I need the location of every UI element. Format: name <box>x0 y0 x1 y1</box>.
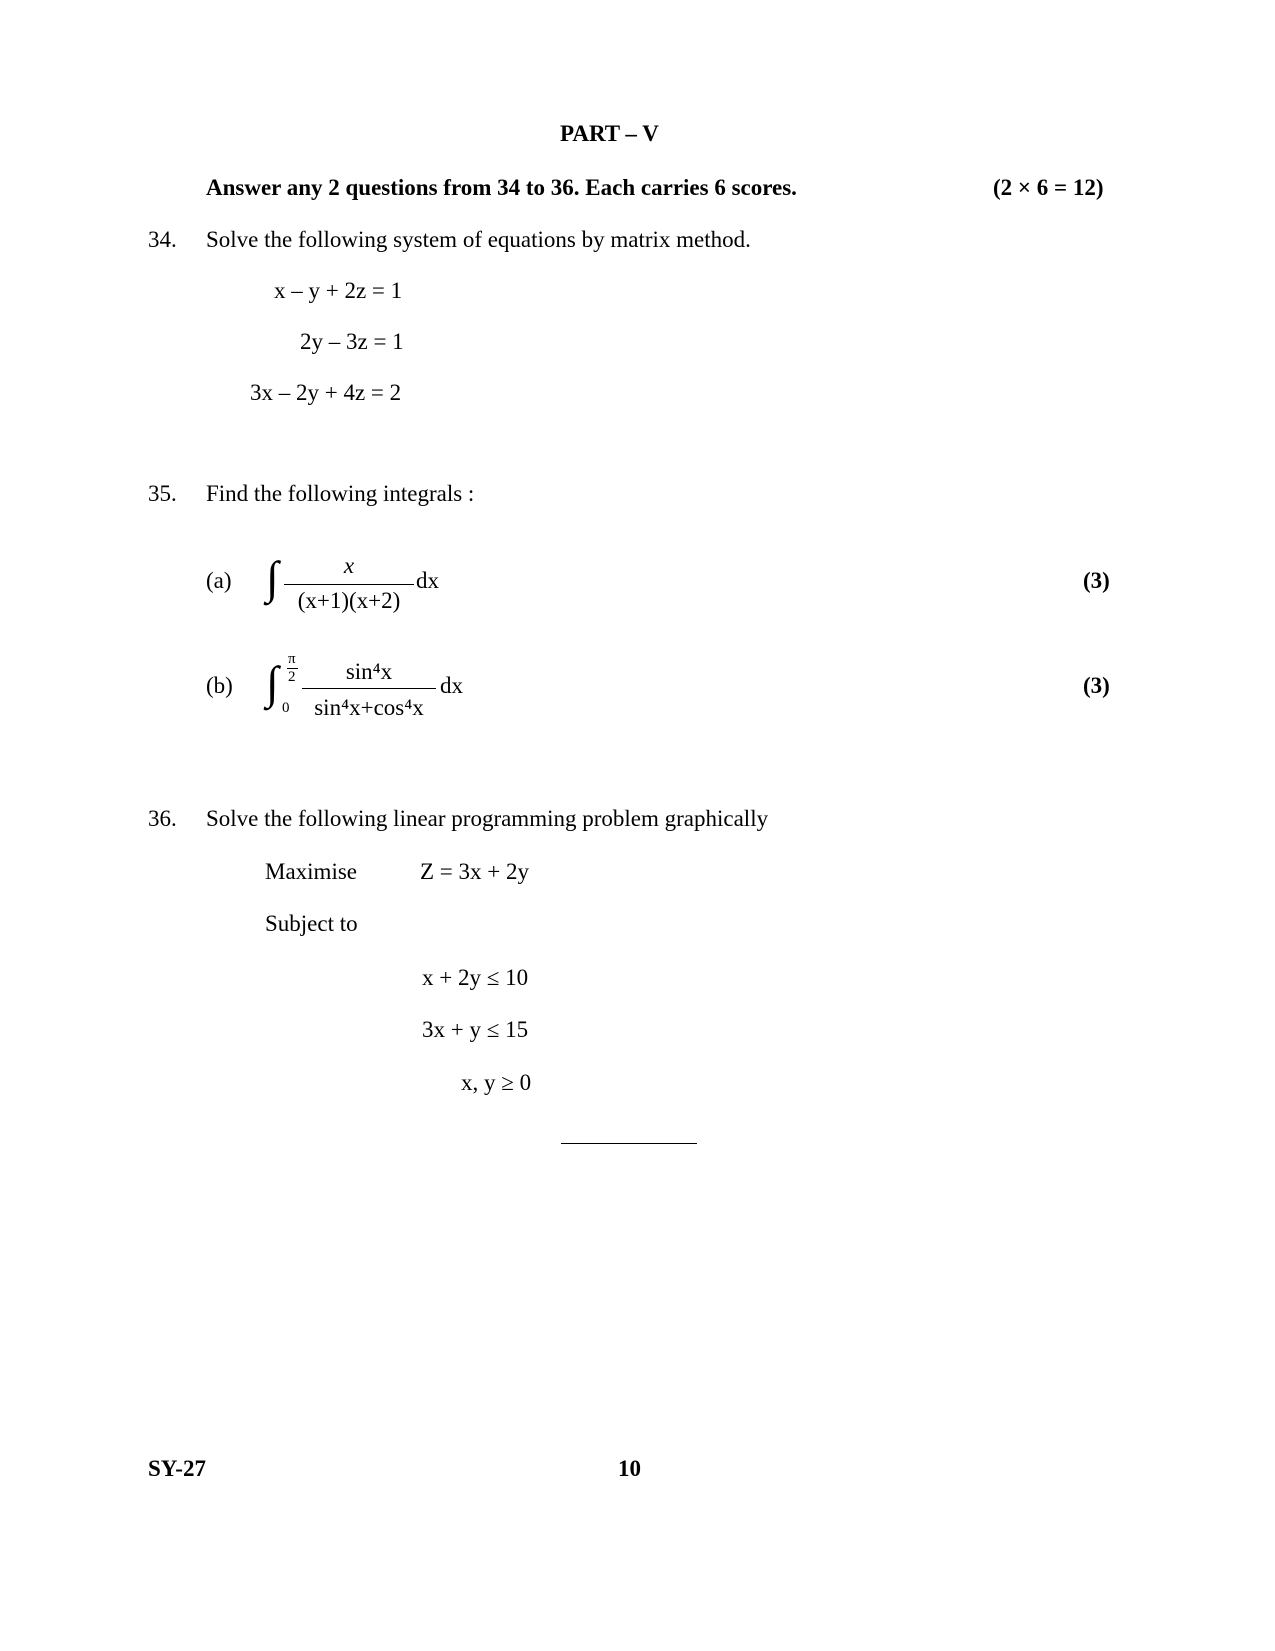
end-rule <box>561 1143 697 1144</box>
denominator: (x+1)(x+2) <box>297 588 401 613</box>
numerator: sin⁴x <box>345 659 393 684</box>
numerator: x <box>343 553 355 578</box>
question-text: Solve the following system of equations by matrix method. <box>206 227 751 252</box>
part-b-marks: (3) <box>1083 673 1110 698</box>
fraction-a <box>284 554 414 616</box>
constraint-1: x + 2y ≤ 10 <box>422 965 529 990</box>
lower-limit: 0 <box>282 700 290 716</box>
differential: dx <box>440 673 463 698</box>
constraint-2: 3x + y ≤ 15 <box>422 1017 529 1042</box>
part-b-label: (b) <box>206 673 233 698</box>
differential: dx <box>416 568 439 593</box>
denominator: sin⁴x+cos⁴x <box>314 695 424 720</box>
fraction-bar <box>284 584 414 585</box>
upper-limit-denominator: 2 <box>288 669 296 685</box>
equation-3: 3x – 2y + 4z = 2 <box>250 380 402 405</box>
objective-function: Z = 3x + 2y <box>420 859 529 884</box>
question-number: 35. <box>148 481 177 506</box>
maximise-label: Maximise <box>265 859 357 884</box>
page-number: 10 <box>618 1456 641 1481</box>
question-text: Solve the following linear programming problem graphically <box>206 806 769 831</box>
part-a-label: (a) <box>206 568 232 593</box>
part-a-marks: (3) <box>1083 568 1110 593</box>
question-text: Find the following integrals : <box>206 481 475 506</box>
integral-sign: ∫ <box>266 552 279 603</box>
equation-2: 2y – 3z = 1 <box>300 329 404 354</box>
constraint-3: x, y ≥ 0 <box>461 1070 532 1095</box>
upper-limit-numerator: π <box>288 651 296 667</box>
question-number: 36. <box>148 806 177 831</box>
fraction-bar <box>302 688 436 689</box>
instruction: Answer any 2 questions from 34 to 36. Each carries 6 scores. <box>206 175 797 200</box>
part-title: PART – V <box>560 121 659 146</box>
equation-1: x – y + 2z = 1 <box>274 278 403 303</box>
integral-sign: ∫ <box>266 657 279 708</box>
question-number: 34. <box>148 227 177 252</box>
footer-code: SY-27 <box>148 1456 206 1481</box>
fraction-b <box>302 660 436 722</box>
instruction-marks: (2 × 6 = 12) <box>993 175 1104 200</box>
subject-to-label: Subject to <box>265 911 358 936</box>
